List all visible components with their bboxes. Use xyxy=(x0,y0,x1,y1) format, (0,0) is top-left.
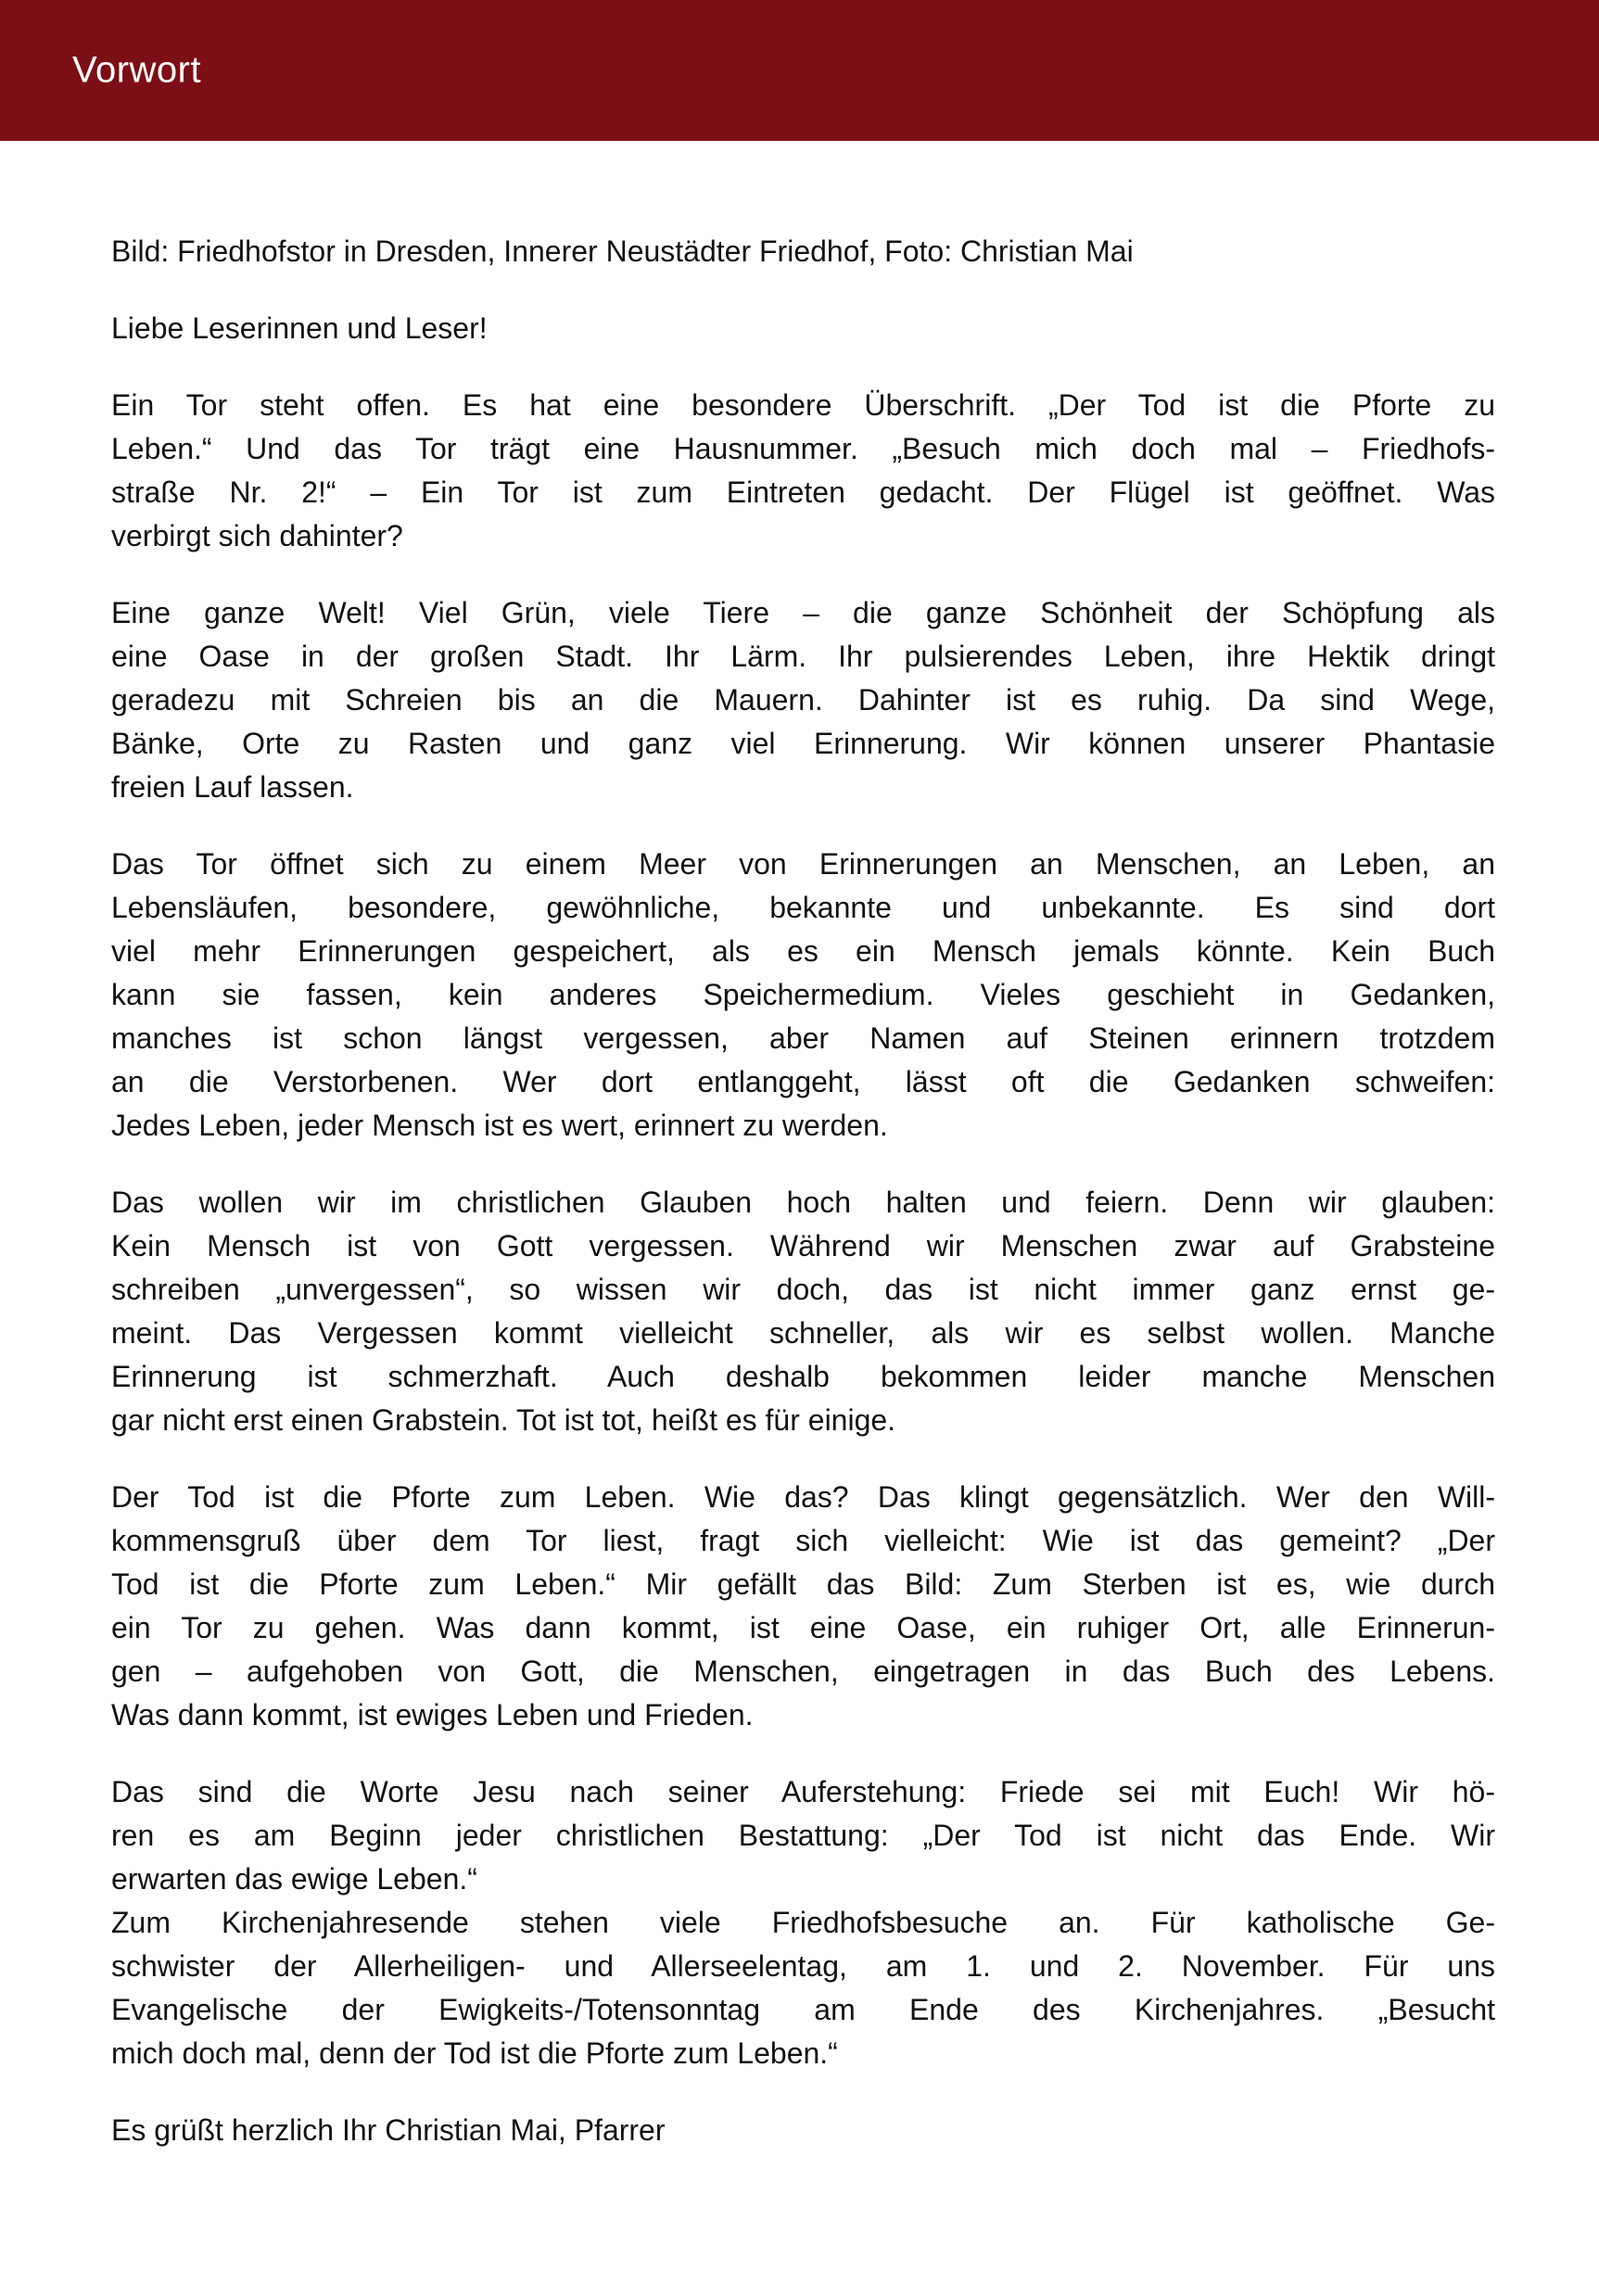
text-line: Das sind die Worte Jesu nach seiner Auferstehung: Friede sei mit Euch! Wir hö- xyxy=(111,1775,1495,1808)
paragraph xyxy=(111,843,1495,1148)
signoff: Es grüßt herzlich Ihr Christian Mai, Pfarrer xyxy=(111,2113,666,2147)
greeting: Liebe Leserinnen und Leser! xyxy=(111,311,488,345)
paragraph xyxy=(111,1770,1495,2075)
text-line: straße Nr. 2!“ – Ein Tor ist zum Eintreten gedacht. Der Flügel ist geöffnet. Was xyxy=(111,476,1495,509)
text-line: viel mehr Erinnerungen gespeichert, als es ein Mensch jemals könnte. Kein Buch xyxy=(111,934,1495,968)
paragraph xyxy=(111,384,1495,558)
body-text xyxy=(111,230,1495,2186)
text-line: manches ist schon längst vergessen, aber Namen auf Steinen erinnern trotzdem xyxy=(111,1021,1495,1055)
header-bar xyxy=(0,0,1599,141)
text-line: meint. Das Vergessen kommt vielleicht schneller, als wir es selbst wollen. Manche xyxy=(111,1316,1495,1350)
text-line: Evangelische der Ewigkeits-/Totensonntag am Ende des Kirchenjahres. „Besucht xyxy=(111,1993,1495,2026)
text-line: Eine ganze Welt! Viel Grün, viele Tiere – die ganze Schönheit der Schöpfung als xyxy=(111,596,1495,629)
text-line: eine Oase in der großen Stadt. Ihr Lärm. Ihr pulsierendes Leben, ihre Hektik dringt xyxy=(111,640,1495,673)
paragraphs-container xyxy=(111,384,1495,2075)
paragraph xyxy=(111,591,1495,809)
text-line: ren es am Beginn jeder christlichen Bestattung: „Der Tod ist nicht das Ende. Wir xyxy=(111,1819,1495,1852)
text-line: ein Tor zu gehen. Was dann kommt, ist eine Oase, ein ruhiger Ort, alle Erinnerun- xyxy=(111,1611,1495,1644)
text-line: gen – aufgehoben von Gott, die Menschen, eingetragen in das Buch des Lebens. xyxy=(111,1655,1495,1688)
text-line: Zum Kirchenjahresende stehen viele Friedhofsbesuche an. Für katholische Ge- xyxy=(111,1906,1495,1939)
text-line: gar nicht erst einen Grabstein. Tot ist tot, heißt es für einige. xyxy=(111,1403,896,1437)
page-title: Vorwort xyxy=(72,49,202,91)
image-caption: Bild: Friedhofstor in Dresden, Innerer Neustädter Friedhof, Foto: Christian Mai xyxy=(111,235,1134,268)
text-line: verbirgt sich dahinter? xyxy=(111,519,403,552)
text-line: Das wollen wir im christlichen Glauben hoch halten und feiern. Denn wir glauben: xyxy=(111,1186,1495,1219)
text-line: Was dann kommt, ist ewiges Leben und Frieden. xyxy=(111,1698,754,1732)
text-line: Tod ist die Pforte zum Leben.“ Mir gefällt das Bild: Zum Sterben ist es, wie durch xyxy=(111,1567,1495,1601)
text-line: schreiben „unvergessen“, so wissen wir doch, das ist nicht immer ganz ernst ge- xyxy=(111,1273,1495,1306)
text-line: kann sie fassen, kein anderes Speichermedium. Vieles geschieht in Gedanken, xyxy=(111,978,1495,1011)
text-line: Jedes Leben, jeder Mensch ist es wert, erinnert zu werden. xyxy=(111,1109,888,1142)
text-line: mich doch mal, denn der Tod ist die Pforte zum Leben.“ xyxy=(111,2036,838,2070)
text-line: Der Tod ist die Pforte zum Leben. Wie das? Das klingt gegensätzlich. Wer den Will- xyxy=(111,1480,1495,1514)
text-line: schwister der Allerheiligen- und Allerseelentag, am 1. und 2. November. Für uns xyxy=(111,1949,1495,1983)
text-line: freien Lauf lassen. xyxy=(111,770,354,804)
text-line: kommensgruß über dem Tor liest, fragt sich vielleicht: Wie ist das gemeint? „Der xyxy=(111,1524,1495,1557)
paragraph xyxy=(111,1476,1495,1737)
text-line: Kein Mensch ist von Gott vergessen. Während wir Menschen zwar auf Grabsteine xyxy=(111,1229,1495,1262)
text-line: Das Tor öffnet sich zu einem Meer von Erinnerungen an Menschen, an Leben, an xyxy=(111,847,1495,881)
text-line: erwarten das ewige Leben.“ xyxy=(111,1862,477,1896)
text-line: an die Verstorbenen. Wer dort entlanggeht, lässt oft die Gedanken schweifen: xyxy=(111,1065,1495,1098)
paragraph xyxy=(111,1181,1495,1442)
text-line: Erinnerung ist schmerzhaft. Auch deshalb bekommen leider manche Menschen xyxy=(111,1360,1495,1393)
text-line: Leben.“ Und das Tor trägt eine Hausnummer. „Besuch mich doch mal – Friedhofs- xyxy=(111,432,1495,465)
text-line: geradezu mit Schreien bis an die Mauern. Dahinter ist es ruhig. Da sind Wege, xyxy=(111,683,1495,717)
text-line: Bänke, Orte zu Rasten und ganz viel Erinnerung. Wir können unserer Phantasie xyxy=(111,727,1495,760)
text-line: Lebensläufen, besondere, gewöhnliche, bekannte und unbekannte. Es sind dort xyxy=(111,891,1495,924)
text-line: Ein Tor steht offen. Es hat eine besondere Überschrift. „Der Tod ist die Pforte zu xyxy=(111,388,1495,422)
